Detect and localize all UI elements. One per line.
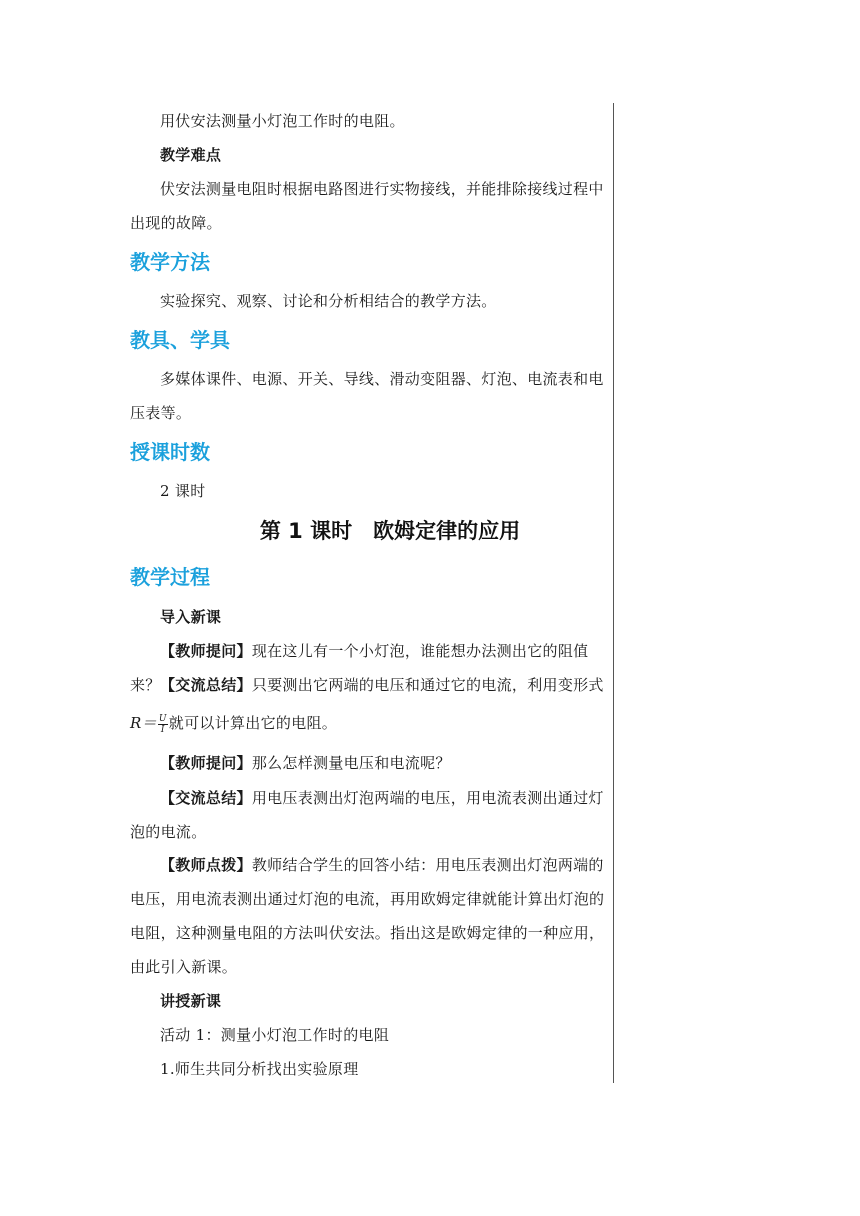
- method-heading: 教学方法: [130, 250, 210, 274]
- margin-rule: [613, 103, 614, 1083]
- step-1: 1.师生共同分析找出实验原理: [160, 1060, 359, 1078]
- summary-1-tag: 【交流总结】: [160, 676, 252, 694]
- tools-text: 多媒体课件、电源、开关、导线、滑动变阻器、灯泡、电流表和电压表等。: [130, 370, 604, 422]
- lesson-title: 第 1 课时 欧姆定律的应用: [259, 519, 521, 543]
- formula-fraction: [158, 714, 168, 735]
- difficulty-text: 伏安法测量电阻时根据电路图进行实物接线，并能排除接线过程中出现的故障。: [130, 180, 604, 232]
- question-2: [130, 746, 608, 780]
- activity-1: 活动 1：测量小灯泡工作时的电阻: [160, 1026, 390, 1044]
- summary-2-tag: 【交流总结】: [160, 789, 252, 807]
- hours-text: 2 课时: [160, 482, 206, 500]
- teacher-tip: [130, 848, 608, 984]
- question-2-tag: 【教师提问】: [160, 754, 252, 772]
- method-text: 实验探究、观察、讨论和分析相结合的教学方法。: [160, 292, 497, 310]
- summary-1: [130, 668, 608, 702]
- difficulty-heading: 教学难点: [160, 146, 222, 164]
- summary-2-text: 用电压表测出灯泡两端的电压，用电流表测出通过灯泡的电流。: [130, 789, 604, 841]
- question-1-text: 现在这儿有一个小灯泡，谁能想办法测出它的阻值来？: [130, 642, 589, 694]
- process-heading: 教学过程: [130, 565, 210, 589]
- key-point-text: 用伏安法测量小灯泡工作时的电阻。: [160, 112, 405, 130]
- hours-heading: 授课时数: [130, 440, 210, 464]
- summary-1-formula-line: [130, 706, 608, 740]
- question-1-tag: 【教师提问】: [160, 642, 252, 660]
- formula-denominator: I: [160, 724, 165, 735]
- formula-lhs: R＝: [130, 714, 157, 732]
- summary-1-text-b: 就可以计算出它的电阻。: [168, 714, 338, 732]
- tools-heading: 教具、学具: [130, 328, 230, 352]
- question-2-text: 那么怎样测量电压和电流呢？: [251, 754, 451, 772]
- summary-2: [130, 781, 608, 849]
- intro-heading: 导入新课: [160, 608, 222, 626]
- teacher-tip-text: 教师结合学生的回答小结：用电压表测出灯泡两端的电压，用电流表测出通过灯泡的电流，再用欧姆定律就能计算出灯泡的电阻，这种测量电阻的方法叫伏安法。指出这是欧姆定律的一种应用，由此引入新课。: [130, 856, 605, 976]
- new-lesson-heading: 讲授新课: [160, 992, 222, 1010]
- teacher-tip-tag: 【教师点拨】: [160, 856, 252, 874]
- formula-numerator: U: [158, 713, 167, 724]
- summary-1-text-a: 只要测出它两端的电压和通过它的电流，利用变形式: [251, 676, 604, 694]
